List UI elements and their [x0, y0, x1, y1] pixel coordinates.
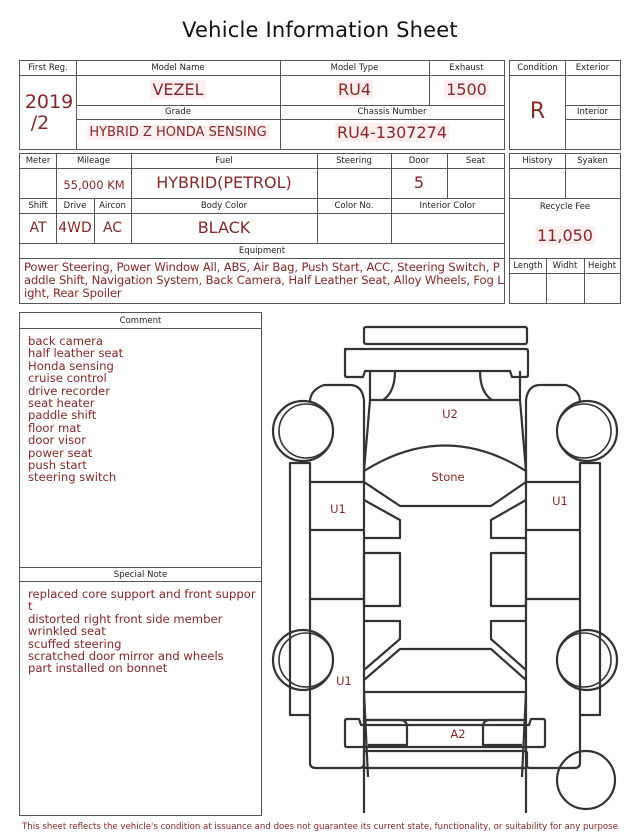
left-a-pillar [364, 500, 400, 538]
comment-item: steering switch [28, 470, 117, 485]
model-type-label: Model Type [330, 63, 379, 73]
equipment-area [20, 261, 504, 303]
comment-label: Comment [119, 316, 162, 326]
body-color-label: Body Color [200, 201, 248, 211]
vehicle-basic-table [19, 60, 505, 150]
vehicle-damage-diagram [270, 320, 630, 820]
model-name-value: VEZEL [152, 80, 204, 99]
comment-item: Honda sensing [28, 358, 114, 373]
door-label: Door [408, 156, 430, 166]
right-c-pillar [491, 621, 526, 670]
door: 5 [413, 173, 425, 192]
length-label: Length [513, 261, 543, 271]
drive: 4WD [58, 220, 92, 236]
damage-mark-right-front-fender: U1 [552, 494, 568, 508]
drive-label: Drive [63, 201, 87, 211]
special-note-item: part installed on bonnet [28, 661, 168, 676]
color-no-label: Color No. [334, 201, 374, 211]
comment-panel [19, 312, 262, 816]
rear-bumper-lip [364, 751, 527, 768]
rear-bumper [345, 719, 545, 747]
mileage-label: Mileage [76, 156, 111, 166]
windshield [364, 446, 526, 472]
model-name [76, 80, 280, 99]
right-taillight [483, 720, 522, 745]
recycle-fee [510, 226, 620, 245]
shift: AT [29, 220, 47, 236]
special-note-label: Special Note [113, 570, 168, 580]
special-note-list [28, 588, 256, 675]
body-color: BLACK [197, 218, 251, 237]
exhaust-label: Exhaust [449, 63, 484, 73]
comment-item: power seat [28, 445, 93, 460]
exhaust-value: 1500 [446, 80, 487, 99]
comment-item: cruise control [28, 371, 107, 386]
recycle-fee-value: 11,050 [537, 226, 593, 245]
aircon-label: Aircon [99, 201, 126, 211]
steering-label: Steering [336, 156, 372, 166]
front-bumper [345, 349, 528, 377]
aircon: AC [102, 220, 123, 236]
left-front-wheel-rim [279, 404, 333, 458]
seat-label: Seat [465, 156, 486, 166]
meter-label: Meter [25, 156, 51, 166]
model-type [280, 80, 429, 99]
fuel: HYBRID(PETROL) [156, 173, 292, 192]
comment-item: paddle shift [28, 408, 97, 423]
left-middle-window [364, 553, 400, 606]
right-front-wheel-rim [557, 404, 611, 458]
special-note-item: distorted right front side member [28, 611, 223, 626]
condition-grade: R [529, 99, 546, 124]
right-a-pillar [491, 500, 526, 538]
left-c-pillar [364, 621, 400, 670]
history-table [509, 153, 621, 304]
grade [76, 125, 280, 140]
grade-value: HYBRID Z HONDA SENSING [89, 125, 267, 140]
right-middle-window [491, 553, 526, 606]
comment-item: push start [28, 458, 87, 473]
equipment-text: Power Steering, Power Window All, ABS, Air Bag, Push Start, ACC, Steering Switch, Paddle Shift, Navigation System, Back Camera, Half Leather Seat, Alloy Wheels, Fog Light, Rear Spoiler [24, 260, 504, 300]
equipment-label: Equipment [238, 246, 286, 256]
front-bumper-lip [364, 327, 527, 344]
comment-list [28, 335, 123, 484]
right-rear-fender [526, 715, 580, 768]
exhaust [429, 80, 504, 99]
comment-item: half leather seat [28, 346, 124, 361]
condition-label: Condition [517, 63, 558, 73]
left-side-panel [290, 463, 310, 715]
comment-item: drive recorder [28, 383, 110, 398]
damage-mark-rear-bumper: A2 [450, 727, 466, 741]
shift-label: Shift [28, 201, 48, 211]
first-reg-year: 2019 [24, 91, 74, 113]
exterior-label: Exterior [575, 63, 610, 73]
left-rear-fender [310, 715, 364, 768]
recycle-fee-label: Recycle Fee [539, 202, 591, 212]
left-taillight [368, 720, 407, 745]
comment-item: back camera [28, 334, 104, 348]
vehicle-specs-table [19, 153, 505, 304]
special-note-item: replaced core support and front support [28, 587, 256, 614]
disclaimer-footer: This sheet reflects the vehicle's condition at issuance and does not guarantee its current state, functionality, or suitability for any purpose [22, 822, 618, 832]
rear-window [364, 649, 526, 680]
special-note-item: scratched door mirror and wheels [28, 649, 224, 664]
syaken-label: Syaken [577, 156, 608, 166]
mileage: 55,000 KM [63, 178, 125, 192]
left-rear-wheel-rim [279, 633, 333, 687]
damage-mark-windshield: Stone [431, 470, 465, 484]
left-front-fender [310, 385, 364, 482]
front-cabin [364, 482, 526, 506]
special-note-item: wrinkled seat [28, 624, 106, 639]
model-type-value: RU4 [337, 80, 371, 99]
chassis [280, 123, 504, 142]
right-front-fender [526, 385, 580, 482]
damage-mark-left-front-fender: U1 [330, 502, 346, 516]
damage-mark-front: U2 [442, 407, 458, 421]
interior-label: Interior [576, 107, 608, 117]
left-door-divider [310, 530, 364, 599]
tailgate [364, 692, 526, 777]
spare-wheel [557, 751, 615, 809]
special-note-item: scuffed steering [28, 636, 122, 651]
right-side-panel [580, 463, 600, 715]
interior-color-label: Interior Color [419, 201, 476, 211]
comment-item: seat heater [28, 396, 95, 411]
width-label: Widht [552, 261, 578, 271]
page-title: Vehicle Information Sheet [182, 18, 458, 42]
height-label: Height [587, 261, 617, 271]
damage-mark-left-rear-fender: U1 [336, 674, 352, 688]
first-reg-label: First Reg. [28, 63, 68, 73]
comment-item: floor mat [28, 420, 81, 435]
chassis-label: Chassis Number [357, 107, 427, 117]
first-reg-month: /2 [30, 112, 50, 134]
history-label: History [522, 156, 553, 166]
model-name-label: Model Name [151, 63, 205, 73]
fuel-label: Fuel [215, 156, 233, 166]
right-door-divider [526, 530, 580, 599]
grade-label: Grade [165, 107, 191, 117]
chassis-value: RU4-1307274 [336, 123, 448, 142]
comment-item: door visor [28, 433, 86, 448]
right-rear-wheel-rim [557, 633, 611, 687]
right-headlight [480, 371, 492, 400]
condition-table [509, 60, 621, 150]
left-headlight [383, 371, 395, 400]
